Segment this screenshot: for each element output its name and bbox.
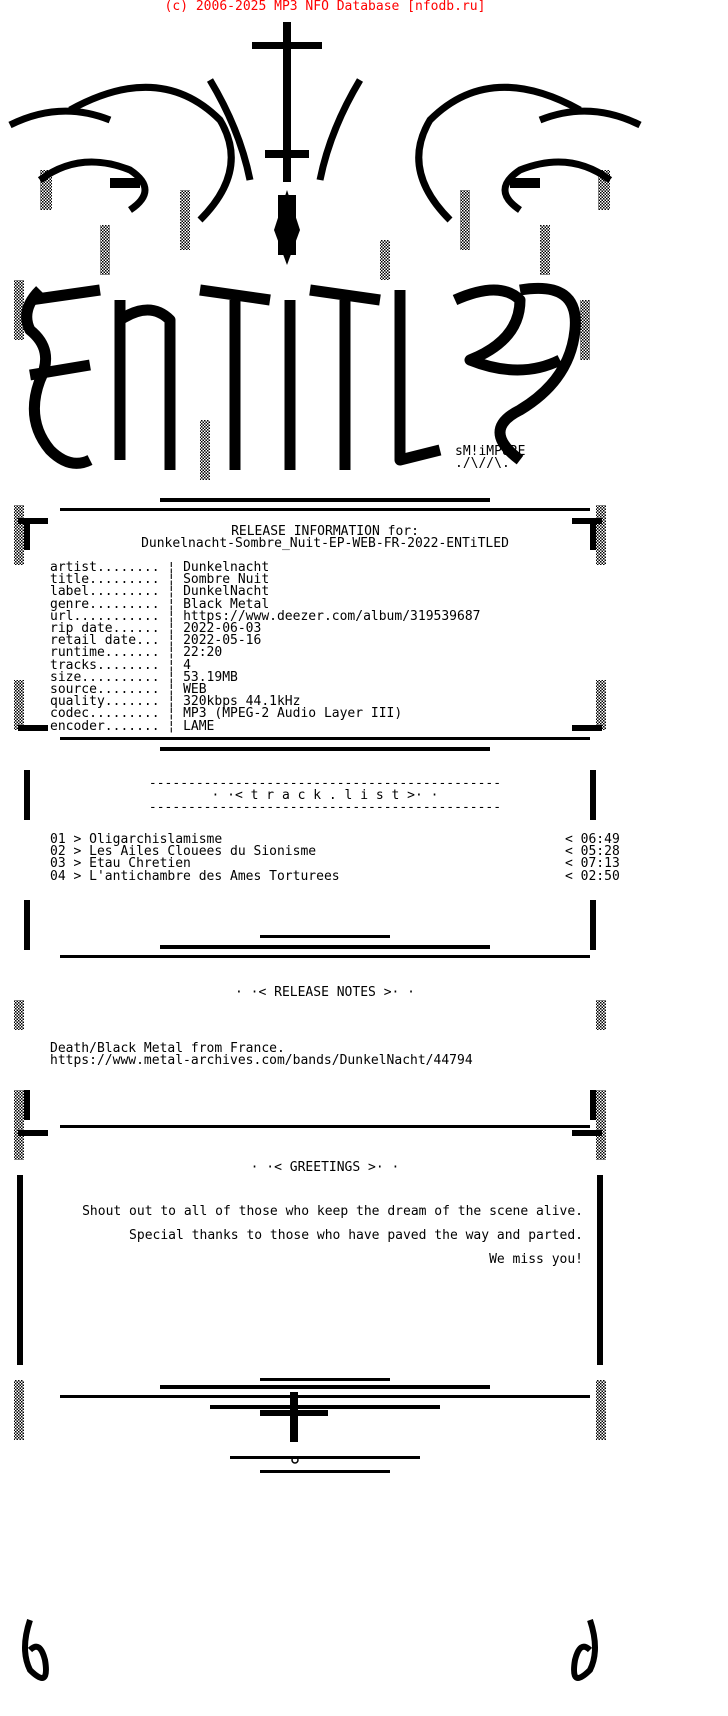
release-name: Dunkelnacht-Sombre_Nuit-EP-WEB-FR-2022-ENTiTLED [141, 536, 509, 551]
field-row: encoder....... ¦ LAME [50, 718, 215, 734]
field-row: url........... ¦ https://www.deezer.com/album/319539687 [50, 608, 481, 624]
release-info-heading: RELEASE INFORMATION for: [231, 524, 419, 539]
field-row: title......... ¦ Sombre Nuit [50, 572, 270, 588]
release-notes-line1: Death/Black Metal from France. [50, 1041, 285, 1056]
release-info-fields [50, 562, 480, 733]
field-row: size.......... ¦ 53.19MB [50, 669, 238, 685]
horn-ornament-icon [10, 80, 640, 220]
field-row: rip date...... ¦ 2022-06-03 [50, 621, 262, 637]
tracklist-rule-top: --------------------------------------------- [148, 776, 502, 791]
entitled-logo-icon [27, 288, 576, 470]
list-item: 03 > Etau Chretien < 07:13 [50, 856, 620, 872]
eye-icon [110, 178, 540, 188]
field-row: runtime....... ¦ 22:20 [50, 645, 223, 661]
greetings-line3: We miss you! [489, 1252, 583, 1267]
field-row: genre......... ¦ Black Metal [50, 596, 270, 612]
field-row: codec......... ¦ MP3 (MPEG-2 Audio Layer III) [50, 706, 403, 722]
list-item: 02 > Les Ailes Clouees du Sionisme < 05:28 [50, 844, 620, 860]
logo-credit-line2: ./\//\. [455, 456, 510, 471]
logo-credit-line1: sM!iMPURE [455, 444, 526, 459]
nfodb-header: (c) 2006-2025 MP3 NFO Database [nfodb.ru] [164, 0, 486, 14]
release-notes-line2: https://www.metal-archives.com/bands/DunkelNacht/44794 [50, 1053, 473, 1068]
tracklist [50, 834, 620, 883]
tracklist-rule-bottom: --------------------------------------------- [148, 800, 502, 815]
greetings-line2: Special thanks to those who have paved the way and parted. [129, 1228, 583, 1243]
field-row: quality....... ¦ 320kbps 44.1kHz [50, 694, 301, 710]
field-row: source........ ¦ WEB [50, 682, 207, 698]
tracklist-heading: · ·< t r a c k . l i s t >· · [211, 788, 439, 803]
field-row: tracks........ ¦ 4 [50, 657, 191, 673]
field-row: artist........ ¦ Dunkelnacht [50, 560, 270, 575]
field-row: label......... ¦ DunkelNacht [50, 584, 270, 600]
list-item: 01 > Oligarchislamisme < 06:49 [50, 832, 620, 847]
cross-icon [252, 22, 322, 265]
list-item: 04 > L'antichambre des Ames Torturees < 02:50 [50, 868, 620, 884]
greetings-heading: · ·< GREETINGS >· · [250, 1160, 400, 1175]
release-notes-heading: · ·< RELEASE NOTES >· · [234, 985, 415, 1000]
greetings-line1: Shout out to all of those who keep the dream of the scene alive. [82, 1204, 583, 1219]
field-row: retail date... ¦ 2022-05-16 [50, 633, 262, 649]
